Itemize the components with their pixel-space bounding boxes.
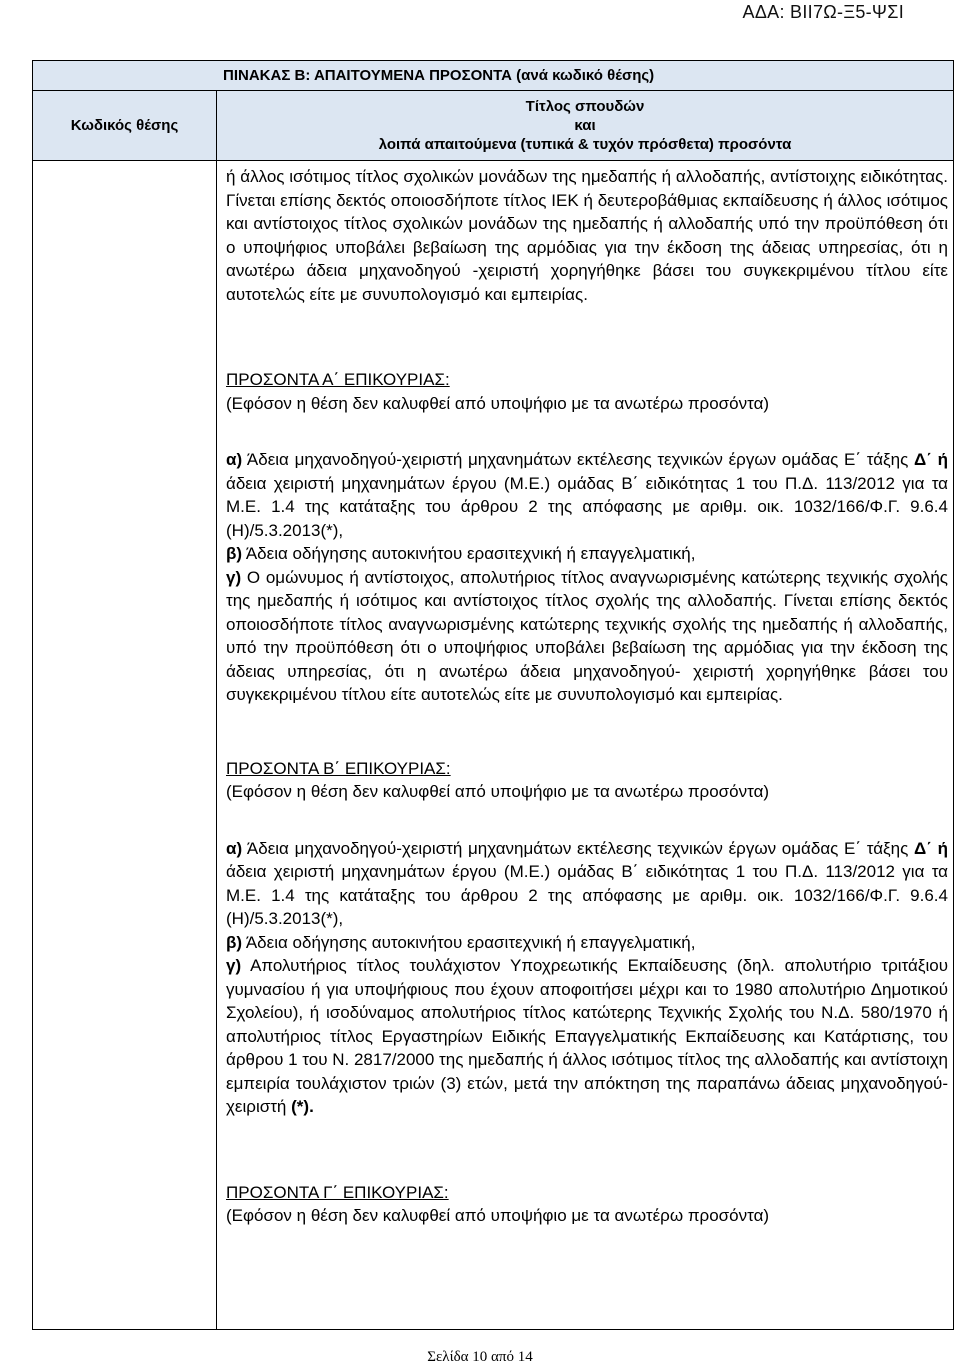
item-text: Άδεια μηχανοδηγού-χειριστή μηχανημάτων εκτέλεσης τεχνικών έργων ομάδας Ε΄ τάξης	[242, 450, 915, 469]
column-header-code: Κωδικός θέσης	[33, 91, 217, 161]
item-text: Άδεια οδήγησης αυτοκινήτου ερασιτεχνική ή επαγγελματική,	[242, 932, 696, 952]
section-b-heading: ΠΡΟΣΟΝΤΑ Β΄ ΕΠΙΚΟΥΡΙΑΣ:	[226, 758, 451, 778]
section-a-item-b	[226, 542, 948, 566]
requirements-table	[32, 60, 954, 1330]
table-body-row	[33, 161, 954, 1330]
section-a-heading: ΠΡΟΣΟΝΤΑ Α΄ ΕΠΙΚΟΥΡΙΑΣ:	[226, 370, 450, 389]
item-text: Άδεια οδήγησης αυτοκινήτου ερασιτεχνική ή επαγγελματική,	[242, 544, 696, 563]
item-label: γ)	[226, 567, 242, 587]
table-title-row	[33, 61, 954, 91]
item-label: α)	[226, 838, 243, 858]
section-a-item-a	[226, 448, 948, 542]
item-bold-end: (*).	[291, 1097, 314, 1116]
section-c-note: (Εφόσον η θέση δεν καλυφθεί από υποψήφιο με τα ανωτέρω προσόντα)	[226, 1206, 770, 1225]
section-b-item-b	[226, 931, 948, 955]
item-text: Άδεια μηχανοδηγού-χειριστή μηχανημάτων εκτέλεσης τεχνικών έργων ομάδας Ε΄ τάξης	[242, 838, 915, 858]
ada-code: ΑΔΑ: ΒΙΙ7Ω-Ξ5-ΨΣΙ	[742, 2, 904, 22]
intro-paragraph: ή άλλος ισότιμος τίτλος σχολικών μονάδων της ημεδαπής ή αλλοδαπής, αντίστοιχης ειδικότητας. Γίνεται επίσης δεκτός οποιοσδήποτε τίτλος ΙΕΚ ή δευτεροβάθμιας εκπαίδευσης ή άλλος ισότιμος και αντίστοιχος τίτλος σχολικών μονάδων της ημεδαπής ή αλλοδαπής υπό την προϋπόθεση ότι ο υποψήφιος υποβάλει βεβαίωση της αρμόδιας για την έκδοση της άδειας υπηρεσίας, ότι η ανωτέρω άδεια μηχανοδηγού -χειριστή χορηγήθηκε βάσει του συγκεκριμένου τίτλου είτε αυτοτελώς είτε με συνυπολογισμό και εμπειρίας.	[226, 167, 948, 304]
item-text: Απολυτήριος τίτλος τουλάχιστον Υποχρεωτικής Εκπαίδευσης (δηλ. απολυτήριο τριτάξιου γυμνασίου ή για υποψήφιους που έχουν αποφοιτήσει μέχρι και το 1980 απολυτήριο Δημοτικού Σχολείου), ή ισοδύναμος απολυτήριος τίτλος κατώτερης Τεχνικής Σχολής του Ν.Δ. 580/1970 ή απολυτήριος τίτλος Εργαστηρίων Ειδικής Επαγγελματικής Εκπαίδευσης και Κατάρτισης, του άρθρου 1 του Ν. 2817/2000 της ημεδαπής ή άλλος ισότιμος τίτλος της αλλοδαπής και αντίστοιχη εμπειρία τουλάχιστον τριών (3) ετών, μετά την απόκτηση της παραπάνω άδειας μηχανοδηγού-χειριστή	[226, 956, 948, 1116]
item-bold-or: ή	[937, 450, 948, 469]
column-header-titles-line1: Τίτλος σπουδών	[525, 98, 645, 115]
item-bold-class: Δ΄	[914, 450, 932, 469]
column-header-titles-line2: και	[574, 117, 596, 134]
item-label: β)	[226, 932, 243, 952]
page-number: Σελίδα 10 από 14	[427, 1349, 533, 1365]
item-label: γ)	[226, 956, 242, 975]
item-text: άδεια χειριστή μηχανημάτων έργου (Μ.Ε.) ομάδας Β΄ ειδικότητας 1 του Π.Δ. 113/2012 για τα Μ.Ε. 1.4 της κατάταξης του άρθρου 2 της απόφασης με αριθμ. οικ. 1032/166/Φ.Γ. 9.6.4 (Η)/5.3.2013(*),	[226, 473, 948, 540]
section-b-item-c	[226, 954, 948, 1119]
item-label: β)	[226, 544, 243, 563]
column-header-titles-line3: λοιπά απαιτούμενα (τυπικά & τυχόν πρόσθετα) προσόντα	[378, 136, 792, 153]
qualifications-cell	[217, 161, 954, 1330]
section-a-note: (Εφόσον η θέση δεν καλυφθεί από υποψήφιο με τα ανωτέρω προσόντα)	[226, 393, 770, 413]
table-title: ΠΙΝΑΚΑΣ Β: ΑΠΑΙΤΟΥΜΕΝΑ ΠΡΟΣΟΝΤΑ (ανά κωδικό θέσης)	[33, 61, 954, 91]
item-bold-class: Δ΄	[914, 838, 932, 858]
section-b-item-a	[226, 837, 948, 931]
qualifications-content	[217, 161, 953, 1228]
item-label: α)	[226, 450, 243, 469]
item-bold-or: ή	[937, 838, 948, 858]
column-header-titles	[217, 91, 954, 161]
table-header-row	[33, 91, 954, 161]
section-a-item-c	[226, 566, 948, 707]
section-c-heading: ΠΡΟΣΟΝΤΑ Γ΄ ΕΠΙΚΟΥΡΙΑΣ:	[226, 1182, 449, 1202]
item-text: άδεια χειριστή μηχανημάτων έργου (Μ.Ε.) ομάδας Β΄ ειδικότητας 1 του Π.Δ. 113/2012 για τα Μ.Ε. 1.4 της κατάταξης του άρθρου 2 της απόφασης με αριθμ. οικ. 1032/166/Φ.Γ. 9.6.4 (Η)/5.3.2013(*),	[226, 862, 948, 928]
item-text: Ο ομώνυμος ή αντίστοιχος, απολυτήριος τίτλος αναγνωρισμένης κατώτερης τεχνικής σχολής της ημεδαπής ή ισότιμος και αντίστοιχος τίτλος σχολής της αλλοδαπής. Γίνεται επίσης δεκτός οποιοσδήποτε τίτλος αναγνωρισμένης κατώτερης τεχνικής σχολής της ημεδαπής ή αλλοδαπής, υπό την προϋπόθεση ότι ο υποψήφιος υποβάλει βεβαίωση της αρμόδιας για την έκδοση της άδειας υπηρεσίας, ότι η ανωτέρω άδεια μηχανοδηγού- χειριστή χορηγήθηκε βάσει του συγκεκριμένου τίτλου είτε αυτοτελώς είτε με συνυπολογισμό και εμπειρίας.	[226, 567, 948, 704]
position-code-cell	[33, 161, 217, 1330]
section-b-note: (Εφόσον η θέση δεν καλυφθεί από υποψήφιο με τα ανωτέρω προσόντα)	[226, 782, 770, 801]
